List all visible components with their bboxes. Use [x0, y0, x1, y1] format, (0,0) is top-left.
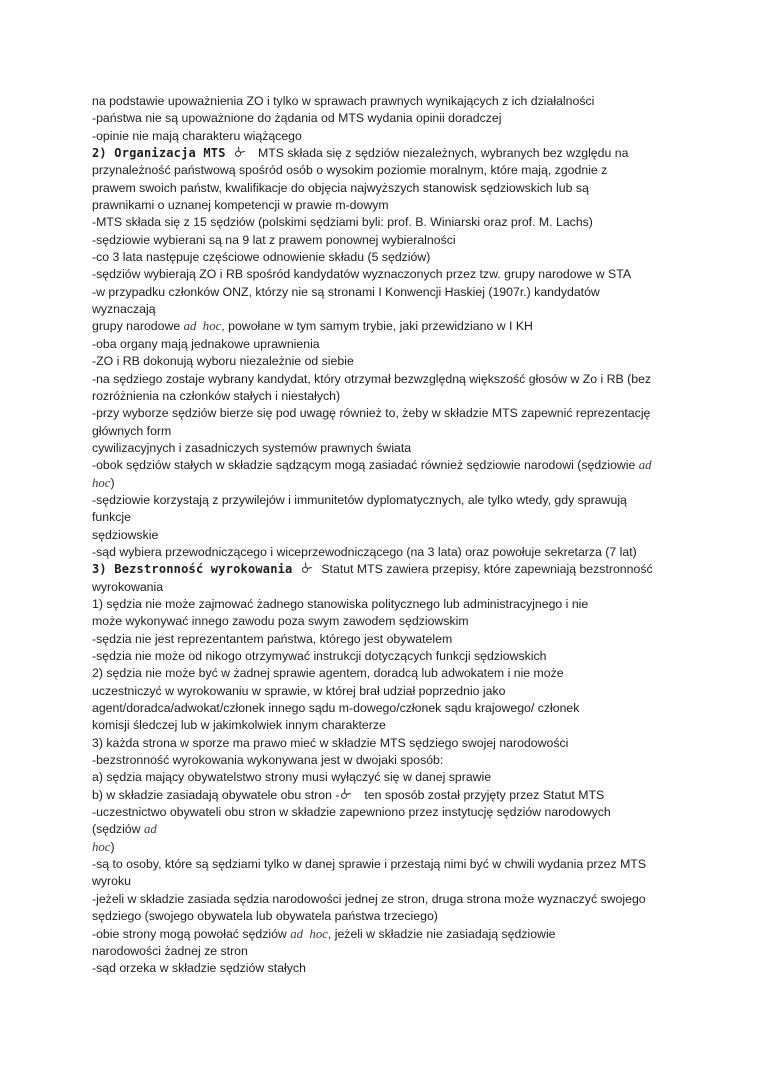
text-segment: agent/doradca/adwokat/członek innego sądu m-dowego/członek sądu krajowego/ członek [92, 701, 580, 716]
text-line [92, 839, 702, 856]
text-segment: ) [110, 475, 115, 490]
text-line [92, 596, 702, 613]
text-line [92, 492, 702, 509]
taurus-symbol-icon: ♉ [229, 143, 249, 163]
text-segment: ten sposób został przyjęty przez Statut MTS [350, 787, 605, 802]
text-segment: -oba organy mają jednakowe uprawnienia [92, 336, 320, 351]
text-line [92, 873, 702, 890]
italic-latin-term: hoc [92, 475, 111, 490]
text-segment: -sąd wybiera przewodniczącego i wiceprzewodniczącego (na 3 lata) oraz powołuje sekretarza (7 lat) [92, 544, 637, 559]
text-segment: 2) sędzia nie może być w żadnej sprawie agentem, doradcą lub adwokatem i nie może [92, 666, 564, 681]
text-segment: -co 3 lata następuje częściowe odnowienie składu (5 sędziów) [92, 250, 431, 265]
text-line [92, 475, 702, 492]
italic-latin-term: ad [143, 822, 157, 837]
text-line [92, 388, 702, 405]
text-segment: wyrokowania [92, 579, 164, 594]
text-line [92, 180, 702, 197]
text-line [92, 284, 702, 301]
text-segment: sędziowskie [92, 527, 159, 542]
text-line [92, 769, 702, 786]
text-line [92, 700, 702, 717]
text-segment: (sędziów [92, 822, 144, 837]
text-segment: głównych form [92, 423, 172, 438]
text-line [92, 457, 702, 474]
text-segment: prawem swoich państw, kwalifikacje do objęcia najwyższych stanowisk sędziowskich lub są [92, 180, 589, 195]
text-segment: -na sędziego zostaje wybrany kandydat, który otrzymał bezwzględną większość głosów w Zo i RB (bez [92, 371, 652, 386]
text-segment: komisji śledczej lub w jakimkolwiek innym charakterze [92, 718, 386, 733]
text-line [92, 440, 702, 457]
text-line [92, 128, 702, 145]
text-segment: uczestniczyć w wyrokowaniu w sprawie, w której brał udział poprzednio jako [92, 683, 506, 698]
text-line [92, 145, 702, 162]
text-line [92, 717, 702, 734]
text-line [92, 665, 702, 682]
text-line [92, 405, 702, 422]
text-line [92, 93, 702, 110]
text-line [92, 214, 702, 231]
text-segment: grupy narodowe [92, 319, 184, 334]
text-segment: wyznaczają [92, 302, 156, 317]
text-line [92, 631, 702, 648]
text-segment: -jeżeli w składzie zasiada sędzia narodowości jednej ze stron, druga strona może wyznaczyć swojego [92, 891, 646, 906]
text-line [92, 856, 702, 873]
text-segment: ) [110, 839, 115, 854]
italic-latin-term: ad [638, 458, 652, 473]
text-segment: funkcje [92, 510, 131, 525]
text-line [92, 613, 702, 630]
text-segment: Statut MTS zawiera przepisy, które zapewniają bezstronność [311, 562, 653, 577]
text-segment: b) w składzie zasiadają obywatele obu stron - [92, 787, 340, 802]
text-segment: -opinie nie mają charakteru wiążącego [92, 128, 302, 143]
text-line [92, 561, 702, 578]
text-line [92, 683, 702, 700]
text-segment: -obie strony mogą powołać sędziów [92, 926, 291, 941]
text-segment: rozróżnienia na członków stałych i niestałych) [92, 388, 341, 403]
text-line [92, 926, 702, 943]
document-text-content [92, 93, 702, 978]
text-line [92, 527, 702, 544]
text-segment: -MTS składa się z 15 sędziów (polskimi sędziami byli: prof. B. Winiarski oraz prof. M. Lachs) [92, 215, 593, 230]
section-heading: 2) Organizacja MTS [92, 146, 234, 161]
text-line [92, 197, 702, 214]
text-segment: -obok sędziów stałych w składzie sądzącym mogą zasiadać również sędziowie narodowi (sędziowie [92, 458, 639, 473]
text-line [92, 336, 702, 353]
text-segment: -sąd orzeka w składzie sędziów stałych [92, 961, 306, 976]
text-segment: wyroku [92, 874, 131, 889]
text-segment: -sędzia nie jest reprezentantem państwa, którego jest obywatelem [92, 631, 453, 646]
text-segment: -sędzia nie może od nikogo otrzymywać instrukcji dotyczących funkcji sędziowskich [92, 649, 547, 663]
text-line [92, 821, 702, 838]
text-segment: może wykonywać innego zawodu poza swym zawodem sędziowskim [92, 614, 469, 629]
text-line [92, 232, 702, 249]
text-line [92, 784, 702, 804]
text-line [92, 648, 702, 665]
text-line [92, 752, 702, 769]
text-line [92, 943, 702, 960]
text-line [92, 423, 702, 440]
text-segment: 3) każda strona w sporze ma prawo mieć w składzie MTS sędziego swojej narodowości [92, 735, 569, 750]
text-segment: na podstawie upoważnienia ZO i tylko w sprawach prawnych wynikających z ich działalności [92, 94, 595, 108]
text-segment: cywilizacyjnych i zasadniczych systemów prawnych świata [92, 440, 412, 455]
italic-latin-term: ad hoc [183, 319, 222, 334]
text-line [92, 371, 702, 388]
text-segment: 1) sędzia nie może zajmować żadnego stanowiska politycznego lub administracyjnego i nie [92, 596, 589, 611]
text-line [92, 509, 702, 526]
text-line [92, 891, 702, 908]
text-segment: MTS składa się z sędziów niezależnych, wybranych bez względu na [244, 146, 629, 161]
text-segment: -państwa nie są upoważnione do żądania od MTS wydania opinii doradczej [92, 111, 502, 126]
text-line [92, 544, 702, 561]
text-line [92, 960, 702, 977]
text-segment: , powołane w tym samym trybie, jaki przewidziano w I KH [221, 319, 533, 334]
text-line [92, 735, 702, 752]
text-line [92, 318, 702, 335]
text-segment: -sędziowie korzystają z przywilejów i immunitetów dyplomatycznych, ale tylko wtedy, gdy sprawują [92, 492, 627, 507]
text-segment: -ZO i RB dokonują wyboru niezależnie od siebie [92, 354, 354, 369]
text-segment: a) sędzia mający obywatelstwo strony musi wyłączyć się w danej sprawie [92, 770, 492, 785]
text-segment: -w przypadku członków ONZ, którzy nie są stronami I Konwencji Haskiej (1907r.) kandydatów [92, 284, 600, 299]
text-line [92, 908, 702, 925]
text-segment: -bezstronność wyrokowania wykonywana jest w dwojaki sposób: [92, 753, 444, 768]
text-line [92, 301, 702, 318]
italic-latin-term: ad hoc [290, 926, 328, 941]
text-segment: -przy wyborze sędziów bierze się pod uwagę również to, żeby w składzie MTS zapewnić reprezentację [92, 406, 651, 421]
text-line [92, 804, 702, 821]
text-line [92, 249, 702, 266]
text-segment: przynależność państwową spośród osób o wysokim poziomie moralnym, które mają, zgodnie z [92, 163, 608, 178]
text-segment: prawnikami o uznanej kompetencji w prawie m-dowym [92, 198, 389, 213]
taurus-symbol-icon: ♉ [296, 559, 315, 579]
taurus-symbol-icon: ♉ [336, 784, 355, 804]
text-segment: -sędziowie wybierani są na 9 lat z prawem ponownej wybieralności [92, 232, 456, 247]
text-segment: , jeżeli w składzie nie zasiadają sędziowie [327, 926, 556, 941]
text-segment: sędziego (swojego obywatela lub obywatela państwa trzeciego) [92, 909, 438, 924]
text-line [92, 110, 702, 127]
section-heading: 3) Bezstronność wyrokowania [92, 562, 300, 577]
text-line [92, 162, 702, 179]
text-line [92, 353, 702, 370]
text-line [92, 579, 702, 596]
text-segment: -uczestnictwo obywateli obu stron w składzie zapewniono przez instytucję sędziów narodowych [92, 805, 611, 820]
text-segment: -są to osoby, które są sędziami tylko w danej sprawie i przestają nimi być w chwili wydania przez MTS [92, 857, 647, 872]
text-line [92, 266, 702, 283]
text-segment: narodowości żadnej ze stron [92, 943, 248, 958]
text-segment: -sędziów wybierają ZO i RB spośród kandydatów wyznaczonych przez tzw. grupy narodowe w STA [92, 267, 632, 282]
italic-latin-term: hoc [92, 839, 111, 854]
